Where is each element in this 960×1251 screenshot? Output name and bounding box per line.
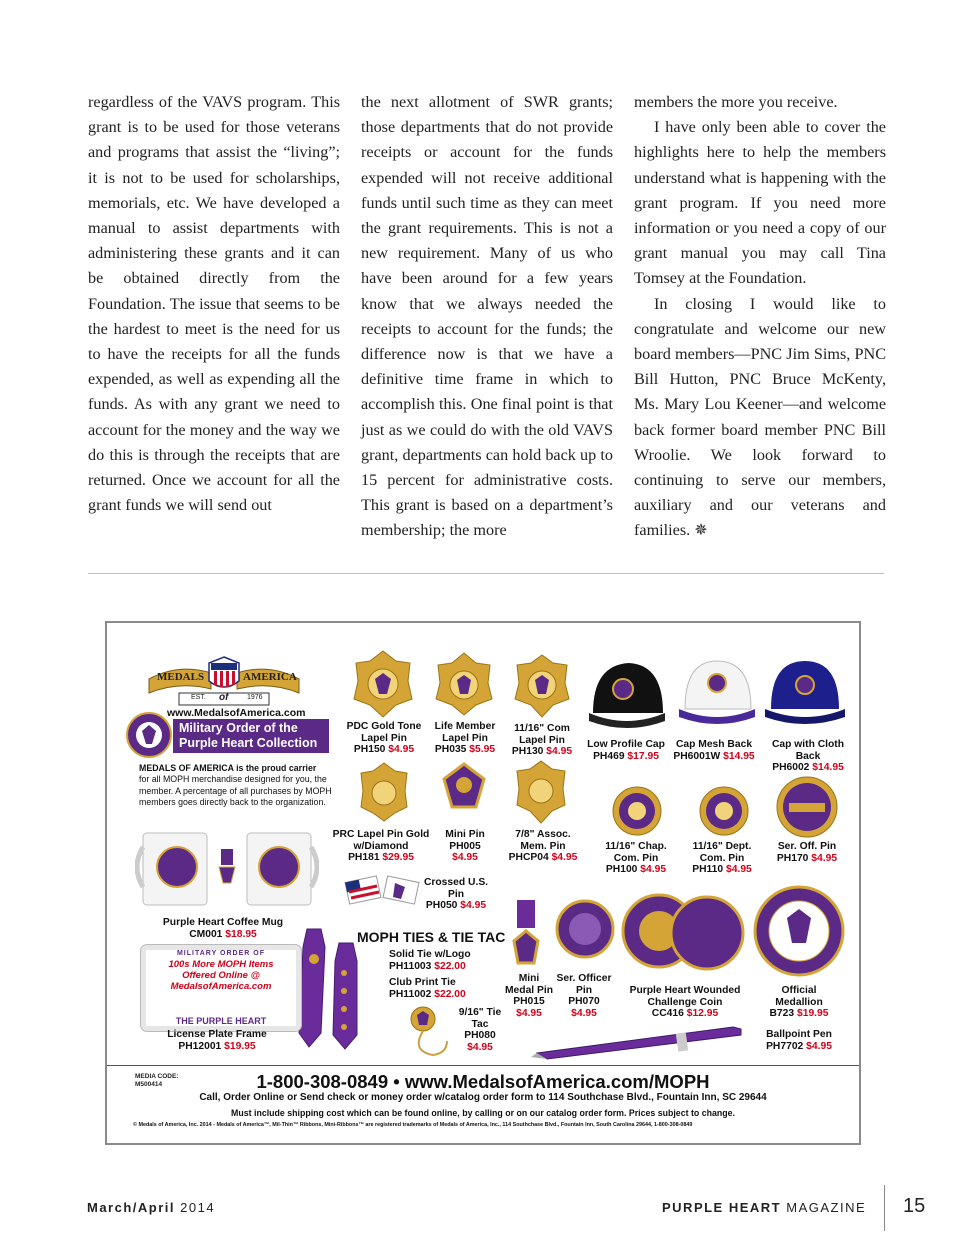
logo-text-right: AMERICA xyxy=(243,671,297,683)
product-price: $12.95 xyxy=(686,1008,719,1019)
product-price: $4.95 xyxy=(460,900,487,911)
collection-line-2: Purple Heart Collection xyxy=(179,736,318,750)
product-club-tie[interactable] xyxy=(389,977,485,1000)
issue-month: March/April xyxy=(87,1200,176,1215)
medals-of-america-logo xyxy=(139,649,309,707)
product-com-pin[interactable] xyxy=(507,723,577,758)
product-crossed-pin[interactable] xyxy=(421,877,491,912)
magazine-name-bold: PURPLE HEART xyxy=(662,1200,782,1215)
product-low-profile-cap[interactable] xyxy=(583,739,669,762)
product-coffee-mug[interactable] xyxy=(143,917,303,940)
cap-cloth-back-icon xyxy=(761,653,847,733)
product-price: $4.95 xyxy=(388,744,415,755)
product-price: $18.95 xyxy=(225,928,257,940)
product-code: PH150 xyxy=(353,744,386,755)
product-name: Purple Heart Coffee Mug xyxy=(162,917,284,928)
logo-text-left: MEDALS xyxy=(157,671,205,683)
official-medallion-icon xyxy=(753,885,845,977)
product-code: PH015 xyxy=(513,996,545,1007)
product-price: $4.95 xyxy=(571,1007,597,1019)
product-official-medallion[interactable] xyxy=(757,985,841,1020)
product-name: Official Medallion xyxy=(775,985,823,1008)
product-name: Ser. Officer Pin xyxy=(556,973,612,996)
product-code: PH7702 xyxy=(766,1040,804,1052)
ad-footer-divider xyxy=(107,1065,859,1066)
ballpoint-pen-icon xyxy=(527,1019,757,1061)
product-code: B723 xyxy=(769,1008,795,1019)
product-code: PH070 xyxy=(568,996,600,1007)
product-life-member-pin[interactable] xyxy=(429,721,501,756)
article-paragraph: the next allotment of SWR grants; those departments that do not provide receipts or account for the funds expended will not receive additional funds until such time as they can meet the grant requirements. This is not a new requirement. Many of us who have been around for a few years know that we always needed the receipts to account for the funds; the difference now is that we have a definitive time frame in which to accomplish this. One final point is that just as we could do with the old VAVS grant, departments can hold back up to 15 percent for administrative costs. This grant is based on a department’s membership; the more xyxy=(361,93,613,540)
product-solid-tie[interactable] xyxy=(389,949,485,972)
product-code: PH469 xyxy=(593,750,625,762)
product-name: PDC Gold Tone Lapel Pin xyxy=(346,721,422,744)
product-license-plate-frame[interactable] xyxy=(147,1029,287,1052)
logo-est: EST. xyxy=(191,694,206,701)
product-name: Crossed U.S. Pin xyxy=(423,877,489,900)
product-name: Club Print Tie xyxy=(389,977,456,988)
product-code: PH100 xyxy=(605,864,638,875)
article-paragraph: I have only been able to cover the highlights here to help the members understand what is happening with the grant program. If you need more information or you need a copy of our grant manual you may call Tina Tomsey at the Foundation. xyxy=(634,118,886,288)
product-code: PH050 xyxy=(425,900,458,911)
carrier-text: for all MOPH merchandise designed for you, the member. A percentage of all purchases by MOPH members goes directly back to the organization. xyxy=(139,774,332,807)
medals-of-america-ad[interactable] xyxy=(105,621,861,1145)
product-pdc-pin[interactable] xyxy=(345,721,423,756)
product-mini-pin[interactable] xyxy=(437,829,493,864)
challenge-coin-icon xyxy=(621,885,745,981)
product-dept-pin[interactable] xyxy=(683,841,761,876)
product-name: Cap with Cloth Back xyxy=(771,739,845,762)
tie-tac-icon xyxy=(403,1003,457,1061)
article-paragraph: members the more you receive. xyxy=(634,93,838,111)
plate-top-text: MILITARY ORDER OF xyxy=(176,950,266,957)
product-name: Solid Tie w/Logo xyxy=(389,949,471,960)
product-code: CC416 xyxy=(651,1008,684,1019)
logo-year: 1976 xyxy=(247,694,263,701)
product-price: $4.95 xyxy=(467,1041,493,1053)
page-number: 15 xyxy=(903,1195,926,1217)
product-name: Ser. Off. Pin xyxy=(777,841,837,852)
product-name: 7/8" Assoc. Mem. Pin xyxy=(515,829,571,852)
purple-ties-icon xyxy=(287,923,387,1053)
product-chap-pin[interactable] xyxy=(597,841,675,876)
product-price: $29.95 xyxy=(382,852,414,863)
plate-bottom-text: THE PURPLE HEART xyxy=(175,1016,267,1026)
article-paragraph: regardless of the VAVS program. This grant is to be used for those veterans and programs that assist the “living”; it is not to be used for scholarships, memorials, etc. We have developed a manual to assist departments with administering these grants and it can be obtained directly from the Foundation. The issue that seems to be the hardest to meet is the need for us to have the receipts for all the funds expended, as well as expending all the funds. As with any grant we need to account for the money and the way we do this is through the receipts that are returned. Once we account for all the grant funds we will send out xyxy=(88,93,340,515)
product-code: CM001 xyxy=(189,928,223,940)
media-code-value: M500414 xyxy=(135,1081,163,1088)
collection-line-1: Military Order of the xyxy=(179,721,298,735)
carrier-description xyxy=(139,763,335,808)
product-cap-cloth-back[interactable] xyxy=(767,739,849,774)
mini-pin-icon xyxy=(441,761,487,811)
order-instructions: Call, Order Online or Send check or money order w/catalog order form to 114 Southchase Blvd., Fountain Inn, SC 29644 xyxy=(199,1092,767,1103)
article-column-3 xyxy=(634,90,886,544)
product-name: 9/16" Tie Tac xyxy=(458,1007,502,1030)
crossed-flags-icon xyxy=(343,873,423,915)
product-cap-mesh-back[interactable] xyxy=(669,739,759,762)
product-tie-tac[interactable] xyxy=(457,1007,503,1053)
product-ser-officer-pin[interactable] xyxy=(555,973,613,1019)
order-phone-website[interactable]: 1-800-308-0849 • www.MedalsofAmerica.com/MOPH xyxy=(256,1071,710,1092)
shipping-note: Must include shipping cost which can be found online, by calling or on our catalog order form. Prices subject to change. xyxy=(231,1108,735,1118)
product-price: $4.95 xyxy=(811,852,838,864)
magazine-name-rest: MAGAZINE xyxy=(786,1200,867,1215)
product-code: PH035 xyxy=(434,744,467,755)
plate-promo-text: 100s More MOPH Items Offered Online @ MedalsofAmerica.com xyxy=(168,959,274,992)
product-price: $4.95 xyxy=(546,746,573,757)
product-name: 11/16" Dept. Com. Pin xyxy=(692,841,752,864)
product-name: Mini Pin xyxy=(445,829,485,840)
cap-mesh-back-icon xyxy=(677,653,757,733)
product-price: $22.00 xyxy=(434,960,466,972)
product-name: License Plate Frame xyxy=(167,1029,267,1040)
mini-medal-icon xyxy=(509,897,543,967)
article-column-2 xyxy=(361,90,613,544)
product-code: PH11003 xyxy=(389,960,432,972)
license-plate-frame xyxy=(141,945,301,1031)
product-name: Low Profile Cap xyxy=(587,739,665,750)
prc-diamond-pin-icon xyxy=(359,761,409,823)
product-name: Purple Heart Wounded Challenge Coin xyxy=(629,985,741,1008)
product-price: $4.95 xyxy=(452,852,478,863)
moph-seal-icon xyxy=(125,711,173,759)
ser-off-pin-icon xyxy=(775,775,839,839)
product-price: $19.95 xyxy=(224,1040,256,1052)
media-code-label: MEDIA CODE: xyxy=(135,1073,179,1080)
life-member-pin-icon xyxy=(434,651,494,717)
product-ser-off-pin[interactable] xyxy=(769,841,845,864)
copyright-note: © Medals of America, Inc. 2014 - Medals of America™, Mil-Thin™ Ribbons, Mini-Ribbons™ are registered trademarks of Medals of America, Inc., 114 Southchase Blvd., Fountain Inn, South Carolina 29644, 1-800-308-0849 xyxy=(133,1122,693,1128)
product-mini-medal[interactable] xyxy=(503,973,555,1019)
product-name: Cap Mesh Back xyxy=(675,739,753,750)
product-price: $19.95 xyxy=(797,1008,829,1019)
product-code: PH6002 xyxy=(772,762,810,773)
collection-banner xyxy=(173,719,329,753)
product-price: $4.95 xyxy=(551,852,578,863)
product-code: PHCP04 xyxy=(508,852,549,863)
product-code: PH110 xyxy=(692,864,724,875)
product-code: PH11002 xyxy=(389,988,432,1000)
low-profile-cap-icon xyxy=(585,655,667,735)
magazine-name xyxy=(662,1200,866,1215)
com-lapel-pin-icon xyxy=(513,653,571,719)
product-prc-pin[interactable] xyxy=(331,829,431,864)
section-divider xyxy=(88,573,884,574)
product-name: Ballpoint Pen xyxy=(766,1029,832,1040)
pdc-gold-pin-icon xyxy=(352,649,414,719)
product-code: PH6001W xyxy=(673,750,721,762)
product-price: $5.95 xyxy=(469,744,496,755)
product-price: $22.00 xyxy=(434,988,466,1000)
issue-date xyxy=(87,1200,215,1215)
product-assoc-pin[interactable] xyxy=(503,829,583,864)
issue-year: 2014 xyxy=(180,1200,216,1215)
product-price: $4.95 xyxy=(516,1007,542,1019)
product-price: $14.95 xyxy=(812,762,844,773)
footer-divider xyxy=(884,1185,885,1231)
product-price: $4.95 xyxy=(640,864,667,875)
product-ballpoint-pen[interactable] xyxy=(757,1029,841,1052)
carrier-text-bold: MEDALS OF AMERICA is the proud carrier xyxy=(139,763,317,773)
product-code: PH12001 xyxy=(178,1040,222,1052)
product-price: $4.95 xyxy=(726,864,752,875)
article-column-1 xyxy=(88,90,340,518)
article-paragraph: In closing I would like to congratulate and welcome our new board members—PNC Jim Sims, PNC Bill Hutton, PNC Bruce McKenty, Ms. Mary Lou Keener—and welcome back former board member PNC Bill Wroolie. We look forward to continuing to serve our members, auxiliary and our veterans and families. ✵ xyxy=(634,294,886,540)
chap-com-pin-icon xyxy=(610,783,664,839)
product-price: $14.95 xyxy=(723,750,755,762)
website-link[interactable]: www.MedalsofAmerica.com xyxy=(167,707,306,719)
coffee-mug-icon xyxy=(135,827,319,911)
assoc-member-pin-icon xyxy=(515,759,567,825)
product-name: Life Member Lapel Pin xyxy=(434,721,496,744)
product-price: $17.95 xyxy=(627,750,659,762)
ser-officer-medal-icon xyxy=(555,899,615,969)
logo-of: of xyxy=(219,692,229,703)
product-name: 11/16" Com Lapel Pin xyxy=(514,723,570,746)
product-code: PH181 xyxy=(348,852,380,863)
product-challenge-coin[interactable] xyxy=(621,985,749,1020)
product-name: Mini Medal Pin xyxy=(504,973,554,996)
product-code: PH130 xyxy=(511,746,544,757)
dept-com-pin-icon xyxy=(697,783,751,839)
product-code: PH080 xyxy=(464,1030,496,1041)
product-code: PH005 xyxy=(449,840,481,852)
product-code: PH170 xyxy=(776,852,809,864)
product-name: PRC Lapel Pin Gold w/Diamond xyxy=(332,829,430,852)
product-price: $4.95 xyxy=(806,1040,832,1052)
product-name: 11/16" Chap. Com. Pin xyxy=(605,841,667,864)
ties-title: MOPH TIES & TIE TAC xyxy=(357,929,506,945)
